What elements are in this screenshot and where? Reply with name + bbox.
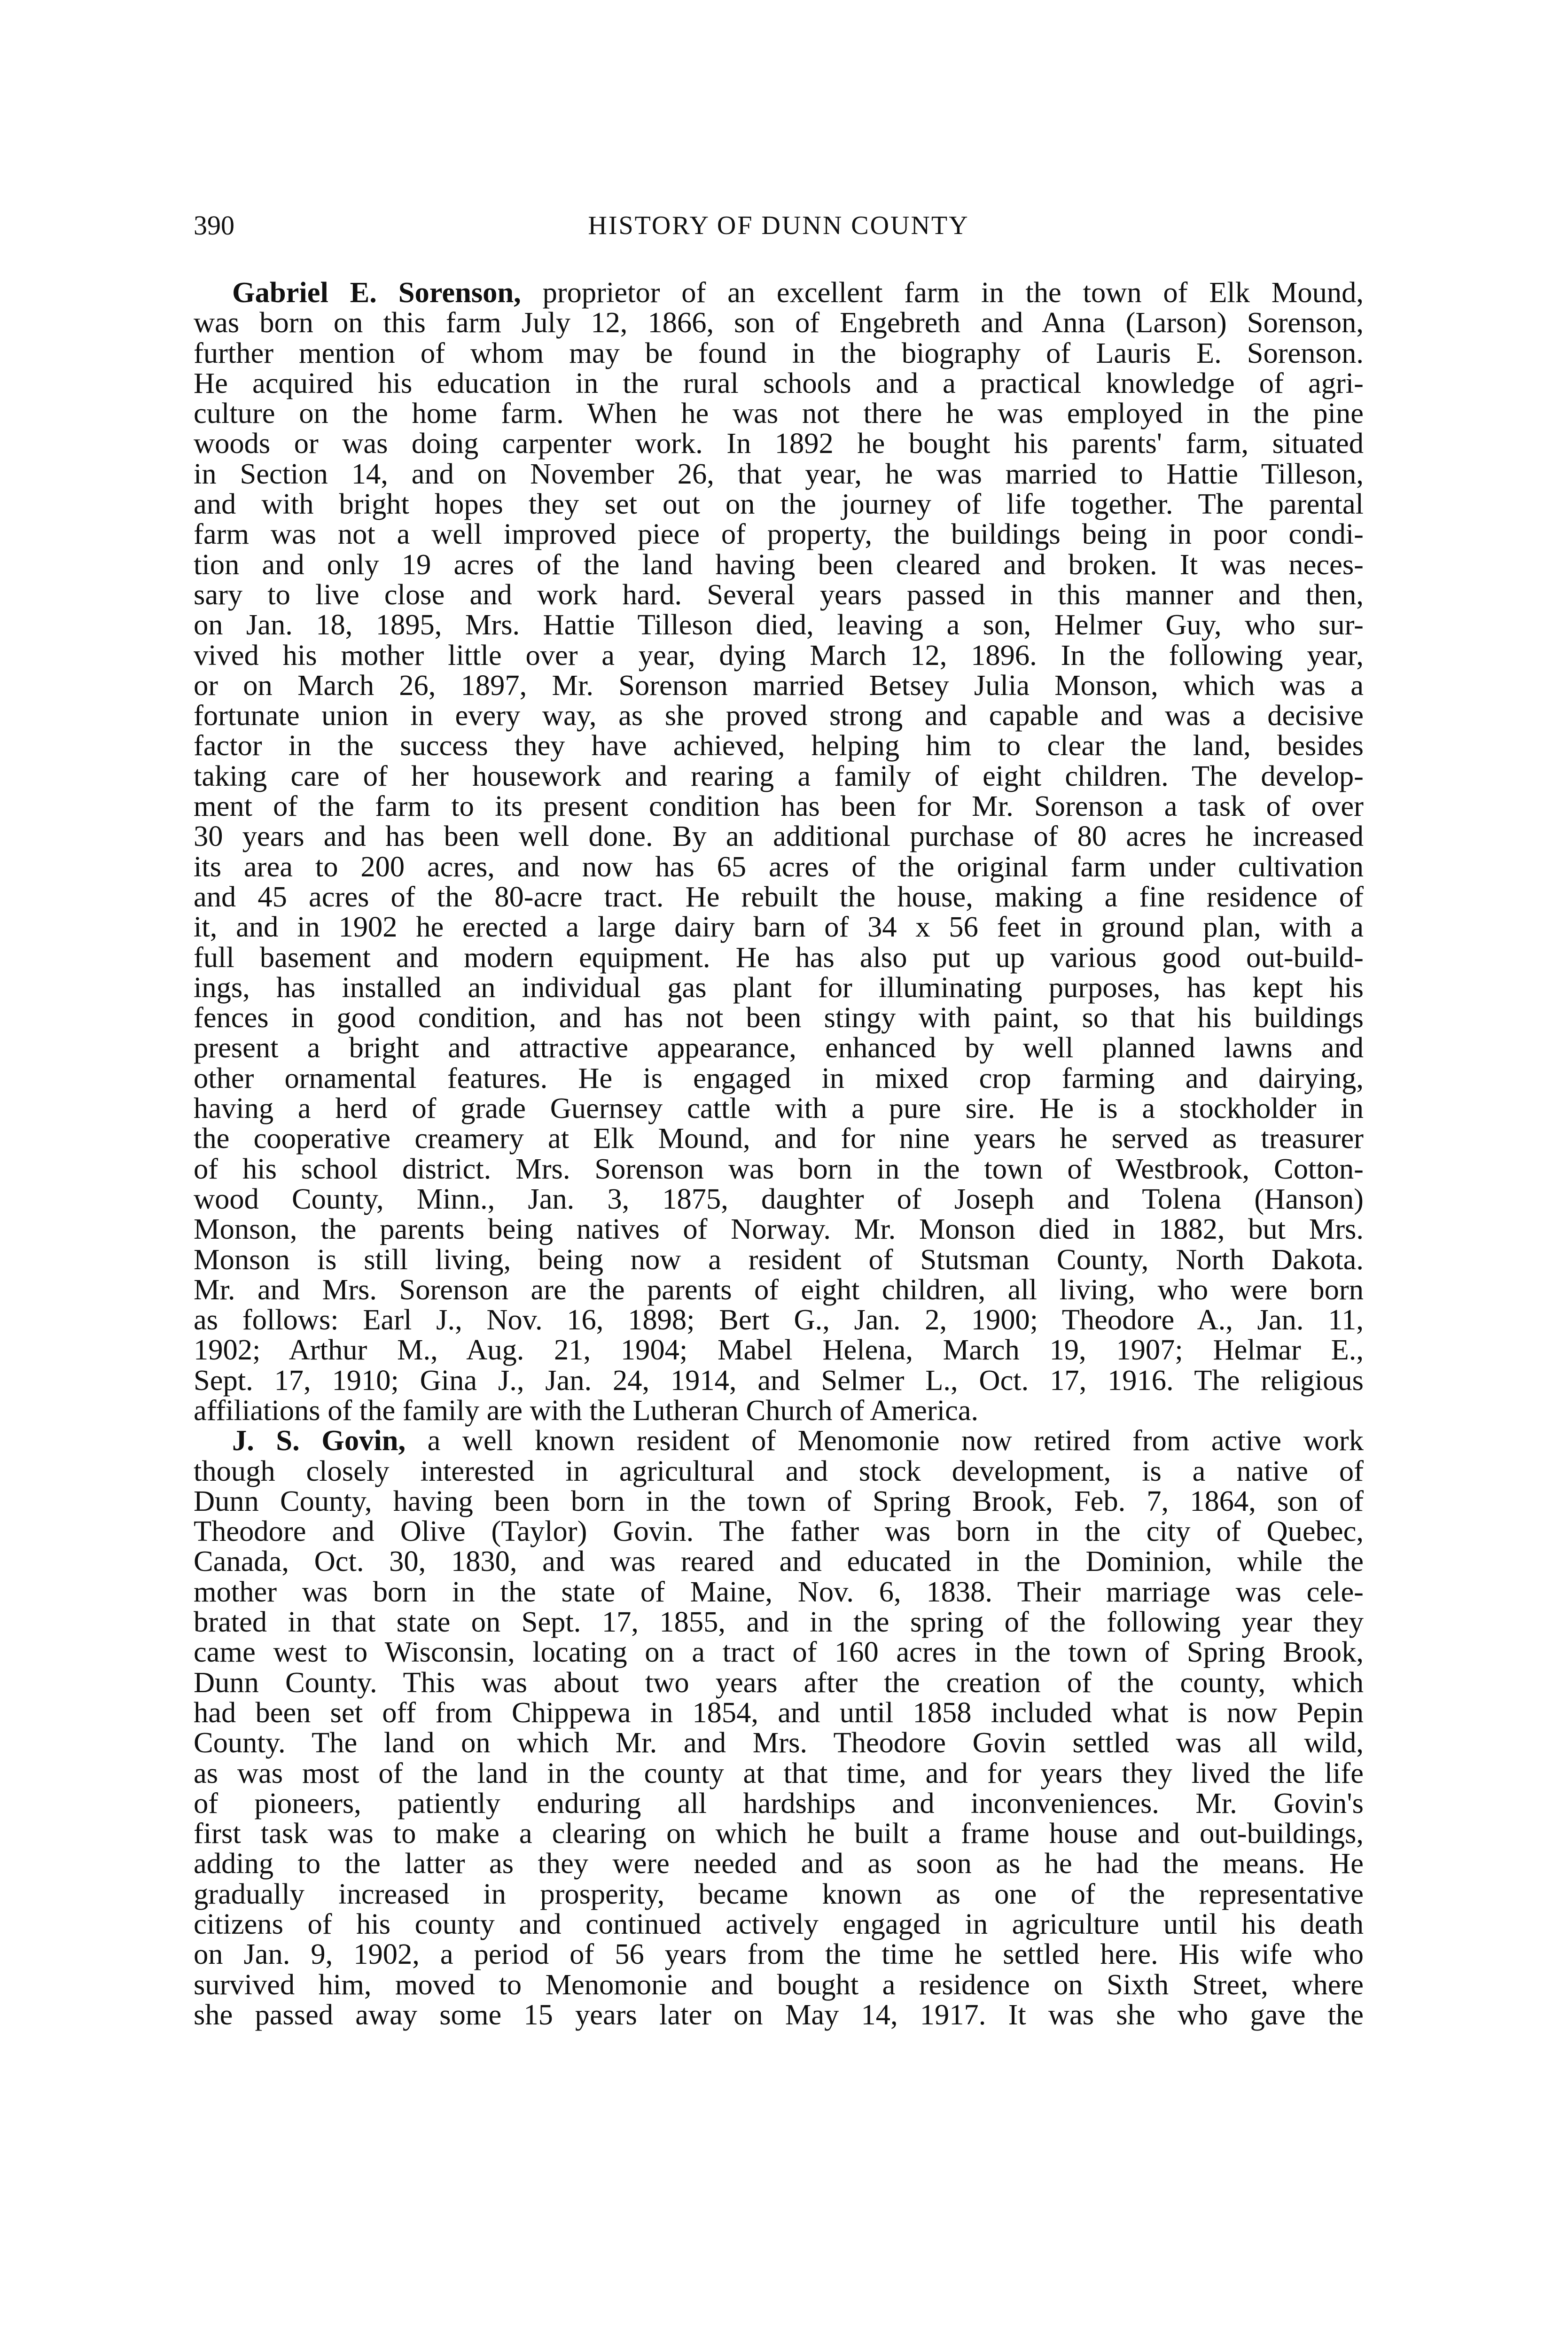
page-number: 390 xyxy=(194,210,234,241)
text-line: ings, has installed an individual gas plant for illuminating purposes, has kept his xyxy=(194,970,1364,1004)
text-line: Theodore and Olive (Taylor) Govin. The father was born in the city of Quebec, xyxy=(194,1515,1364,1548)
text-line: culture on the home farm. When he was not there he was employed in the pine xyxy=(194,397,1364,430)
text-line: first task was to make a clearing on which he built a frame house and out-buildings, xyxy=(194,1817,1364,1850)
text-line: and 45 acres of the 80-acre tract. He rebuilt the house, making a fine residence of xyxy=(194,880,1364,913)
text-line: Canada, Oct. 30, 1830, and was reared and educated in the Dominion, while the xyxy=(194,1545,1364,1578)
person-name: Gabriel E. Sorenson, xyxy=(232,276,521,309)
text-line: it, and in 1902 he erected a large dairy barn of 34 x 56 feet in ground plan, with a xyxy=(194,910,1364,944)
text-line: had been set off from Chippewa in 1854, and until 1858 included what is now Pepin xyxy=(194,1695,1364,1729)
text-line: further mention of whom may be found in the biography of Lauris E. Sorenson. xyxy=(194,336,1364,369)
text-line: or on March 26, 1897, Mr. Sorenson married Betsey Julia Monson, which was a xyxy=(194,668,1364,702)
text-line: Gabriel E. Sorenson, proprietor of an excellent farm in the town of Elk Mound, xyxy=(232,276,1364,309)
text-line: its area to 200 acres, and now has 65 acres of the original farm under cultivation xyxy=(194,850,1364,883)
text-line: as follows: Earl J., Nov. 16, 1898; Bert G., Jan. 2, 1900; Theodore A., Jan. 11, xyxy=(194,1303,1364,1336)
text-line: adding to the latter as they were needed and as soon as he had the means. He xyxy=(194,1847,1364,1880)
text-line: wood County, Minn., Jan. 3, 1875, daughter of Joseph and Tolena (Hanson) xyxy=(194,1182,1364,1215)
text-line: of his school district. Mrs. Sorenson was born in the town of Westbrook, Cotton- xyxy=(194,1152,1364,1185)
text-line: affiliations of the family are with the Lutheran Church of America. xyxy=(194,1393,979,1427)
text-line: fences in good condition, and has not been stingy with paint, so that his buildings xyxy=(194,1001,1364,1034)
text-line: sary to live close and work hard. Several years passed in this manner and then, xyxy=(194,578,1364,611)
biography-entry xyxy=(194,1425,1364,2030)
text-line: taking care of her housework and rearing a family of eight children. The develop- xyxy=(194,759,1364,792)
text-line: J. S. Govin, a well known resident of Menomonie now retired from active work xyxy=(232,1424,1364,1457)
text-line: farm was not a well improved piece of property, the buildings being in poor condi- xyxy=(194,517,1364,551)
text-line: on Jan. 18, 1895, Mrs. Hattie Tilleson died, leaving a son, Helmer Guy, who sur- xyxy=(194,608,1364,641)
text-line: Sept. 17, 1910; Gina J., Jan. 24, 1914, and Selmer L., Oct. 17, 1916. The religious xyxy=(194,1363,1364,1397)
text-line: vived his mother little over a year, dying March 12, 1896. In the following year, xyxy=(194,638,1364,672)
text-line: present a bright and attractive appearance, enhanced by well planned lawns and xyxy=(194,1031,1364,1064)
biography-entry xyxy=(194,277,1364,1425)
person-name: J. S. Govin, xyxy=(232,1424,406,1457)
text-line: tion and only 19 acres of the land having been cleared and broken. It was neces- xyxy=(194,547,1364,581)
text-line: gradually increased in prosperity, became known as one of the representative xyxy=(194,1877,1364,1910)
text-line: Mr. and Mrs. Sorenson are the parents of eight children, all living, who were born xyxy=(194,1273,1364,1306)
text-line: in Section 14, and on November 26, that year, he was married to Hattie Tilleson, xyxy=(194,457,1364,490)
text-line: having a herd of grade Guernsey cattle with a pure sire. He is a stockholder in xyxy=(194,1092,1364,1125)
text-line: Dunn County. This was about two years after the creation of the county, which xyxy=(194,1665,1364,1699)
text-line: 30 years and has been well done. By an additional purchase of 80 acres he increased xyxy=(194,820,1364,853)
text-line: of pioneers, patiently enduring all hardships and inconveniences. Mr. Govin's xyxy=(194,1786,1364,1820)
text-line: County. The land on which Mr. and Mrs. Theodore Govin settled was all wild, xyxy=(194,1726,1364,1759)
text-line: other ornamental features. He is engaged in mixed crop farming and dairying, xyxy=(194,1061,1364,1094)
text-line: woods or was doing carpenter work. In 1892 he bought his parents' farm, situated xyxy=(194,427,1364,460)
text-line: brated in that state on Sept. 17, 1855, and in the spring of the following year they xyxy=(194,1605,1364,1639)
text-line: and with bright hopes they set out on the journey of life together. The parental xyxy=(194,487,1364,521)
text-line: on Jan. 9, 1902, a period of 56 years from the time he settled here. His wife who xyxy=(194,1937,1364,1971)
text-line: was born on this farm July 12, 1866, son of Engebreth and Anna (Larson) Sorenson, xyxy=(194,306,1364,339)
text-line: as was most of the land in the county at that time, and for years they lived the life xyxy=(194,1756,1364,1789)
running-title: HISTORY OF DUNN COUNTY xyxy=(588,211,969,240)
page-header xyxy=(194,207,1364,244)
text-line: fortunate union in every way, as she proved strong and capable and was a decisive xyxy=(194,699,1364,732)
text-line: Dunn County, having been born in the town of Spring Brook, Feb. 7, 1864, son of xyxy=(194,1484,1364,1517)
text-line: Monson, the parents being natives of Norway. Mr. Monson died in 1882, but Mrs. xyxy=(194,1212,1364,1246)
text-line: though closely interested in agricultural and stock development, is a native of xyxy=(194,1454,1364,1487)
text-line: survived him, moved to Menomonie and bought a residence on Sixth Street, where xyxy=(194,1968,1364,2001)
text-line: mother was born in the state of Maine, Nov. 6, 1838. Their marriage was cele- xyxy=(194,1575,1364,1608)
text-line: she passed away some 15 years later on May 14, 1917. It was she who gave the xyxy=(194,1998,1364,2031)
text-line: factor in the success they have achieved, helping him to clear the land, besides xyxy=(194,729,1364,762)
text-line: ment of the farm to its present condition has been for Mr. Sorenson a task of over xyxy=(194,789,1364,823)
text-line: full basement and modern equipment. He has also put up various good out-build- xyxy=(194,940,1364,974)
text-line: came west to Wisconsin, locating on a tract of 160 acres in the town of Spring Brook, xyxy=(194,1635,1364,1669)
text-line: the cooperative creamery at Elk Mound, and for nine years he served as treasurer xyxy=(194,1122,1364,1155)
text-line: 1902; Arthur M., Aug. 21, 1904; Mabel Helena, March 19, 1907; Helmar E., xyxy=(194,1333,1364,1367)
text-line: citizens of his county and continued actively engaged in agriculture until his death xyxy=(194,1907,1364,1941)
text-line: Monson is still living, being now a resident of Stutsman County, North Dakota. xyxy=(194,1242,1364,1276)
text-line: He acquired his education in the rural schools and a practical knowledge of agri- xyxy=(194,366,1364,399)
body-text xyxy=(194,277,1364,2030)
